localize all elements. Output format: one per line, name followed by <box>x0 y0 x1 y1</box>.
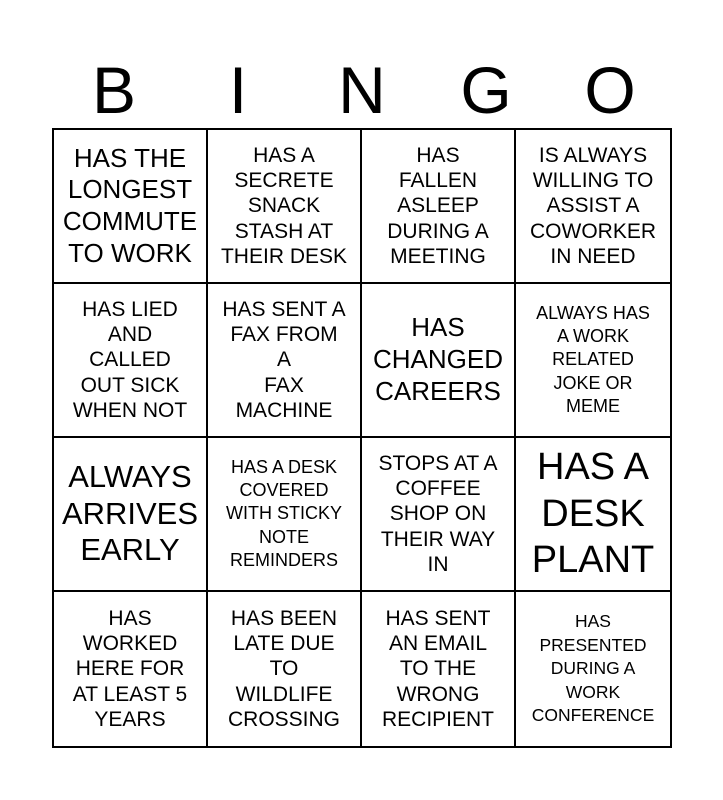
header-letter-i: I <box>228 53 248 127</box>
bingo-cell-r3c2[interactable]: HAS A DESK COVERED WITH STICKY NOTE REMINDERS <box>208 438 362 592</box>
bingo-board <box>52 128 672 748</box>
bingo-cell-r2c4[interactable]: ALWAYS HAS A WORK RELATED JOKE OR MEME <box>516 284 670 438</box>
bingo-cell-r4c2[interactable]: HAS BEEN LATE DUE TO WILDLIFE CROSSING <box>208 592 362 746</box>
bingo-cell-r2c2[interactable]: HAS SENT A FAX FROM A FAX MACHINE <box>208 284 362 438</box>
header-letter-b: B <box>91 53 137 127</box>
bingo-cell-r1c2[interactable]: HAS A SECRETE SNACK STASH AT THEIR DESK <box>208 130 362 284</box>
bingo-cell-r3c3[interactable]: STOPS AT A COFFEE SHOP ON THEIR WAY IN <box>362 438 516 592</box>
bingo-cell-r4c1[interactable]: HAS WORKED HERE FOR AT LEAST 5 YEARS <box>54 592 208 746</box>
header-letter-g: G <box>460 53 512 127</box>
bingo-cell-r3c4[interactable]: HAS A DESK PLANT <box>516 438 670 592</box>
header-letter-o: O <box>584 53 636 127</box>
bingo-cell-r4c4[interactable]: HAS PRESENTED DURING A WORK CONFERENCE <box>531 610 655 726</box>
bingo-cell-r3c1[interactable]: ALWAYS ARRIVES EARLY <box>54 438 208 592</box>
bingo-header <box>52 52 672 128</box>
bingo-cell-r4c3[interactable]: HAS SENT AN EMAIL TO THE WRONG RECIPIENT <box>362 592 516 746</box>
header-letter-n: N <box>338 53 386 127</box>
bingo-cell-r1c3[interactable]: HAS FALLEN ASLEEP DURING A MEETING <box>362 130 516 284</box>
bingo-cell-r2c1[interactable]: HAS LIED AND CALLED OUT SICK WHEN NOT <box>54 284 208 438</box>
bingo-cell-r2c3[interactable]: HAS CHANGED CAREERS <box>362 284 516 438</box>
bingo-cell-r1c1[interactable]: HAS THE LONGEST COMMUTE TO WORK <box>54 130 208 284</box>
bingo-cell-r1c4[interactable]: IS ALWAYS WILLING TO ASSIST A COWORKER IN NEED <box>516 130 670 284</box>
